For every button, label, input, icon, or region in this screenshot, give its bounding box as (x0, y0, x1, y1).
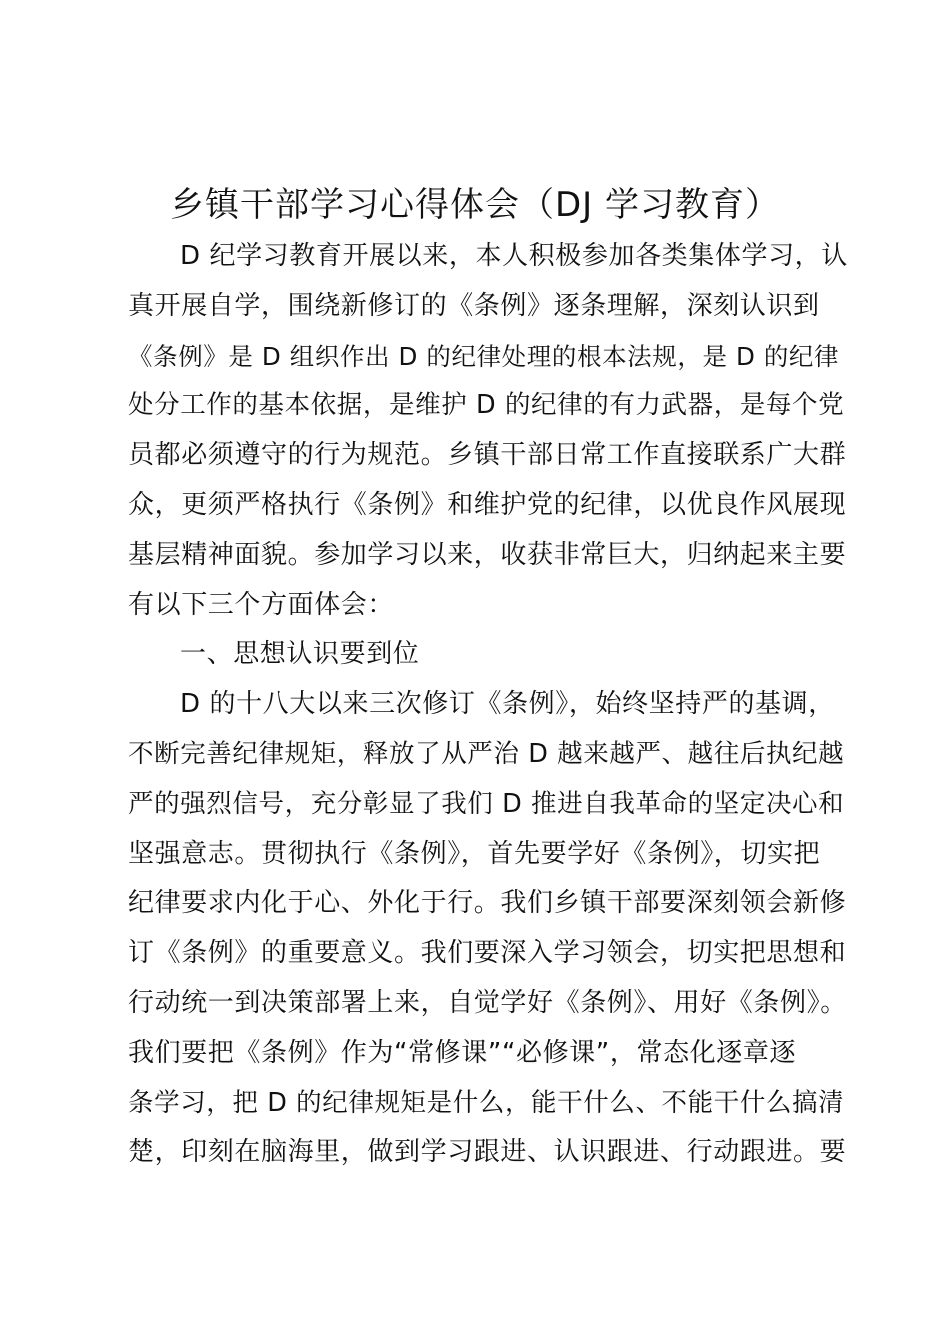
text-line: 《条例》是 D 组织作出 D 的纪律处理的根本法规，是 D 的纪律 (128, 341, 840, 371)
text-line: 严的强烈信号，充分彰显了我们 D 推进自我革命的坚定决心和 (128, 788, 845, 819)
text-line: D 的十八大以来三次修订《条例》，始终坚持严的基调， (180, 689, 835, 720)
text-line: 基层精神面貌。参加学习以来，收获非常巨大，归纳起来主要 (128, 539, 847, 570)
text-line: 行动统一到决策部署上来，自觉学好《条例》、用好《条例》。 (128, 987, 847, 1018)
text-line: 条学习，把 D 的纪律规矩是什么，能干什么、不能干什么搞清 (128, 1087, 845, 1118)
text-line: 有以下三个方面体会： (128, 589, 395, 620)
text-line: 坚强意志。贯彻执行《条例》，首先要学好《条例》，切实把 (128, 838, 821, 869)
text-line: 一、思想认识要到位 (180, 639, 420, 670)
text-line: 员都必须遵守的行为规范。乡镇干部日常工作直接联系广大群 (128, 440, 847, 471)
text-line: 不断完善纪律规矩，释放了从严治 D 越来越严、越往后执纪越 (128, 738, 845, 769)
document-title: 乡镇干部学习心得体会（DJ 学习教育） (169, 185, 780, 225)
text-line: 纪律要求内化于心、外化于行。我们乡镇干部要深刻领会新修 (128, 888, 847, 919)
text-line: 订《条例》的重要意义。我们要深入学习领会，切实把思想和 (128, 938, 847, 969)
text-line: 真开展自学，围绕新修订的《条例》逐条理解，深刻认识到 (128, 290, 820, 321)
text-line: 楚，印刻在脑海里，做到学习跟进、认识跟进、行动跟进。要 (128, 1137, 847, 1168)
text-line: 我们要把《条例》作为“常修课”“必修课”，常态化逐章逐 (128, 1037, 797, 1068)
text-line: 众，更须严格执行《条例》和维护党的纪律，以优良作风展现 (128, 489, 847, 520)
text-line: D 纪学习教育开展以来，本人积极参加各类集体学习，认 (180, 241, 848, 271)
text-line: 处分工作的基本依据，是维护 D 的纪律的有力武器，是每个党 (128, 390, 845, 421)
document-body (128, 232, 848, 1178)
